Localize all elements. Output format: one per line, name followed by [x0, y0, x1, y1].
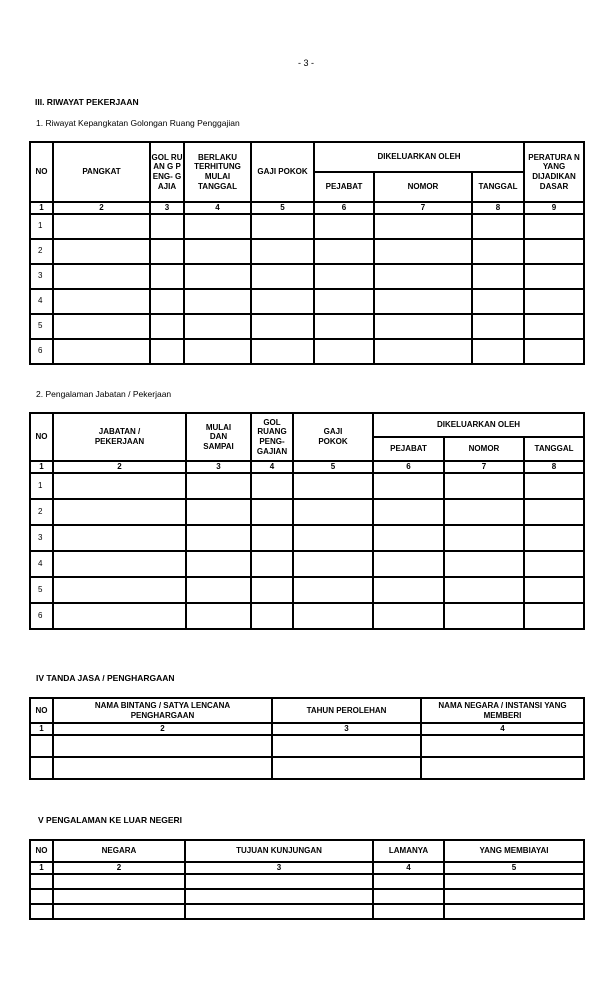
- col-num: 4: [184, 202, 251, 214]
- table-cell[interactable]: [53, 757, 272, 779]
- header-nama-bintang: NAMA BINTANG / SATYA LENCANA PENGHARGAAN: [53, 698, 272, 723]
- table-cell[interactable]: [293, 525, 373, 551]
- col-num: 3: [186, 461, 251, 473]
- table-cell[interactable]: [373, 904, 444, 919]
- row-number: 3: [30, 525, 53, 551]
- col-num: 4: [373, 862, 444, 874]
- table-cell[interactable]: [53, 473, 186, 499]
- col-num: 6: [373, 461, 444, 473]
- table-cell[interactable]: [374, 339, 472, 364]
- table-cell[interactable]: [444, 603, 524, 629]
- table-cell[interactable]: [524, 239, 584, 264]
- col-num: 7: [444, 461, 524, 473]
- table-cell[interactable]: [53, 289, 150, 314]
- table-cell[interactable]: [524, 525, 584, 551]
- row-number: 6: [30, 339, 53, 364]
- table-cell[interactable]: [524, 214, 584, 239]
- table-cell[interactable]: [251, 473, 293, 499]
- table-cell[interactable]: [472, 289, 524, 314]
- table-cell[interactable]: [53, 264, 150, 289]
- table-row: [30, 889, 584, 904]
- table-cell[interactable]: [251, 289, 314, 314]
- table-cell[interactable]: [293, 473, 373, 499]
- col-num: 9: [524, 202, 584, 214]
- table-cell[interactable]: [293, 499, 373, 525]
- table-cell[interactable]: [251, 499, 293, 525]
- row-number: 2: [30, 239, 53, 264]
- col-num: 6: [314, 202, 374, 214]
- table-row: [30, 314, 584, 339]
- awards-table: [29, 697, 585, 780]
- table-cell[interactable]: [251, 264, 314, 289]
- table-cell[interactable]: [373, 874, 444, 889]
- table-cell[interactable]: [150, 214, 184, 239]
- awards-body: [30, 735, 584, 779]
- header-pangkat: PANGKAT: [53, 142, 150, 202]
- table-cell[interactable]: [421, 757, 584, 779]
- table-row: [30, 499, 584, 525]
- col-num: 4: [251, 461, 293, 473]
- table-cell[interactable]: [184, 314, 251, 339]
- row-number: 4: [30, 551, 53, 577]
- header-negara: NEGARA: [53, 840, 185, 862]
- header-berlaku: BERLAKU TERHITUNG MULAI TANGGAL: [184, 142, 251, 202]
- row-number: [30, 735, 53, 757]
- header-peraturan: PERATURA N YANG DIJADIKAN DASAR: [524, 142, 584, 202]
- row-number: 3: [30, 264, 53, 289]
- table-cell[interactable]: [524, 577, 584, 603]
- table-cell[interactable]: [444, 874, 584, 889]
- table-cell[interactable]: [373, 889, 444, 904]
- table-cell[interactable]: [272, 757, 421, 779]
- table-cell[interactable]: [314, 289, 374, 314]
- table-cell[interactable]: [524, 314, 584, 339]
- rank-history-table: [29, 141, 585, 365]
- table-cell[interactable]: [444, 904, 584, 919]
- header-dikeluarkan: DIKELUARKAN OLEH: [314, 142, 524, 172]
- table-cell[interactable]: [524, 603, 584, 629]
- row-number: [30, 904, 53, 919]
- table-row: [30, 525, 584, 551]
- row-number: 5: [30, 577, 53, 603]
- header-jabatan: JABATAN / PEKERJAAN: [53, 413, 186, 461]
- table-cell[interactable]: [184, 339, 251, 364]
- table-cell[interactable]: [314, 239, 374, 264]
- table-cell[interactable]: [251, 525, 293, 551]
- table-cell[interactable]: [524, 289, 584, 314]
- table-cell[interactable]: [185, 904, 373, 919]
- table-cell[interactable]: [524, 551, 584, 577]
- subsection-2-title: 2. Pengalaman Jabatan / Pekerjaan: [36, 389, 172, 399]
- row-number: 1: [30, 473, 53, 499]
- header-gaji: GAJI POKOK: [293, 413, 373, 461]
- table-cell[interactable]: [184, 214, 251, 239]
- col-num: 8: [472, 202, 524, 214]
- table-cell[interactable]: [472, 339, 524, 364]
- header-mulai: MULAI DAN SAMPAI: [186, 413, 251, 461]
- table-cell[interactable]: [374, 214, 472, 239]
- header-negara: NAMA NEGARA / INSTANSI YANG MEMBERI: [421, 698, 584, 723]
- row-number: 5: [30, 314, 53, 339]
- table-cell[interactable]: [373, 577, 444, 603]
- col-num: 1: [30, 723, 53, 735]
- col-num: 2: [53, 461, 186, 473]
- table-cell[interactable]: [150, 264, 184, 289]
- header-nomor: NOMOR: [444, 437, 524, 461]
- row-number: [30, 874, 53, 889]
- table-cell[interactable]: [374, 264, 472, 289]
- col-num: 3: [272, 723, 421, 735]
- col-num: 3: [185, 862, 373, 874]
- table-row: [30, 289, 584, 314]
- table-cell[interactable]: [251, 314, 314, 339]
- table-cell[interactable]: [251, 577, 293, 603]
- col-num: 3: [150, 202, 184, 214]
- table-cell[interactable]: [53, 525, 186, 551]
- table-cell[interactable]: [53, 904, 185, 919]
- col-num: 5: [444, 862, 584, 874]
- header-pejabat: PEJABAT: [314, 172, 374, 202]
- table-cell[interactable]: [186, 525, 251, 551]
- table-cell[interactable]: [314, 264, 374, 289]
- table-cell[interactable]: [314, 339, 374, 364]
- table-cell[interactable]: [472, 314, 524, 339]
- table-cell[interactable]: [373, 525, 444, 551]
- table-cell[interactable]: [53, 314, 150, 339]
- table-cell[interactable]: [186, 473, 251, 499]
- header-tujuan: TUJUAN KUNJUNGAN: [185, 840, 373, 862]
- header-dikeluarkan: DIKELUARKAN OLEH: [373, 413, 584, 437]
- table-cell[interactable]: [150, 314, 184, 339]
- header-no: NO: [30, 142, 53, 202]
- overseas-table: [29, 839, 585, 920]
- col-num: 5: [251, 202, 314, 214]
- table-row: [30, 264, 584, 289]
- table-cell[interactable]: [444, 473, 524, 499]
- col-num: 1: [30, 202, 53, 214]
- table-cell[interactable]: [184, 239, 251, 264]
- table-cell[interactable]: [524, 339, 584, 364]
- header-tanggal: TANGGAL: [472, 172, 524, 202]
- overseas-body: [30, 874, 584, 919]
- table-cell[interactable]: [524, 499, 584, 525]
- header-gaji: GAJI POKOK: [251, 142, 314, 202]
- table-cell[interactable]: [251, 214, 314, 239]
- rank-history-body: [30, 214, 584, 364]
- table-cell[interactable]: [150, 289, 184, 314]
- table-cell[interactable]: [186, 577, 251, 603]
- table-cell[interactable]: [373, 473, 444, 499]
- table-cell[interactable]: [293, 577, 373, 603]
- table-cell[interactable]: [53, 889, 185, 904]
- col-num: 1: [30, 862, 53, 874]
- row-number: [30, 889, 53, 904]
- col-num: 1: [30, 461, 53, 473]
- header-pejabat: PEJABAT: [373, 437, 444, 461]
- table-cell[interactable]: [444, 525, 524, 551]
- table-cell[interactable]: [472, 264, 524, 289]
- table-cell[interactable]: [185, 889, 373, 904]
- row-number: 1: [30, 214, 53, 239]
- header-nomor: NOMOR: [374, 172, 472, 202]
- table-cell[interactable]: [444, 889, 584, 904]
- header-lamanya: LAMANYA: [373, 840, 444, 862]
- table-cell[interactable]: [53, 339, 150, 364]
- column-number-row: [30, 461, 584, 473]
- row-number: 4: [30, 289, 53, 314]
- table-cell[interactable]: [186, 551, 251, 577]
- table-cell[interactable]: [373, 551, 444, 577]
- table-cell[interactable]: [374, 314, 472, 339]
- table-row: [30, 551, 584, 577]
- table-cell[interactable]: [293, 603, 373, 629]
- col-num: 7: [374, 202, 472, 214]
- table-cell[interactable]: [444, 577, 524, 603]
- table-cell[interactable]: [53, 214, 150, 239]
- col-num: 2: [53, 202, 150, 214]
- table-row: [30, 603, 584, 629]
- header-no: NO: [30, 698, 53, 723]
- table-cell[interactable]: [251, 551, 293, 577]
- col-num: 2: [53, 723, 272, 735]
- table-cell[interactable]: [186, 499, 251, 525]
- row-number: 2: [30, 499, 53, 525]
- col-num: 2: [53, 862, 185, 874]
- page-number: - 3 -: [297, 58, 314, 68]
- column-number-row: [30, 202, 584, 214]
- column-number-row: [30, 723, 584, 735]
- table-row: [30, 735, 584, 757]
- table-cell[interactable]: [524, 264, 584, 289]
- col-num: 8: [524, 461, 584, 473]
- table-cell[interactable]: [53, 551, 186, 577]
- table-cell[interactable]: [373, 499, 444, 525]
- table-cell[interactable]: [444, 551, 524, 577]
- section-3-title: III. RIWAYAT PEKERJAAN: [35, 97, 139, 107]
- header-no: NO: [30, 840, 53, 862]
- table-cell[interactable]: [272, 735, 421, 757]
- row-number: 6: [30, 603, 53, 629]
- table-cell[interactable]: [53, 577, 186, 603]
- table-cell[interactable]: [374, 289, 472, 314]
- table-row: [30, 874, 584, 889]
- table-row: [30, 577, 584, 603]
- table-cell[interactable]: [150, 239, 184, 264]
- table-row: [30, 339, 584, 364]
- table-row: [30, 239, 584, 264]
- table-row: [30, 757, 584, 779]
- header-gol: GOL RUAN G PENG- GAJIA: [150, 142, 184, 202]
- table-row: [30, 473, 584, 499]
- table-cell[interactable]: [314, 314, 374, 339]
- table-cell[interactable]: [293, 551, 373, 577]
- table-cell[interactable]: [184, 264, 251, 289]
- table-row: [30, 904, 584, 919]
- table-cell[interactable]: [53, 603, 186, 629]
- section-5-title: V PENGALAMAN KE LUAR NEGERI: [38, 815, 183, 825]
- table-cell[interactable]: [314, 214, 374, 239]
- table-cell[interactable]: [524, 473, 584, 499]
- subsection-1-title: 1. Riwayat Kepangkatan Golongan Ruang Penggajian: [36, 118, 240, 128]
- col-num: 4: [421, 723, 584, 735]
- table-cell[interactable]: [472, 239, 524, 264]
- column-number-row: [30, 862, 584, 874]
- job-history-body: [30, 473, 584, 629]
- table-cell[interactable]: [150, 339, 184, 364]
- table-cell[interactable]: [251, 603, 293, 629]
- table-cell[interactable]: [472, 214, 524, 239]
- col-num: 5: [293, 461, 373, 473]
- header-membiayai: YANG MEMBIAYAI: [444, 840, 584, 862]
- table-cell[interactable]: [186, 603, 251, 629]
- table-cell[interactable]: [53, 735, 272, 757]
- row-number: [30, 757, 53, 779]
- header-tanggal: TANGGAL: [524, 437, 584, 461]
- section-4-title: IV TANDA JASA / PENGHARGAAN: [36, 673, 175, 683]
- header-no: NO: [30, 413, 53, 461]
- table-cell[interactable]: [374, 239, 472, 264]
- table-cell[interactable]: [421, 735, 584, 757]
- job-history-table: [29, 412, 585, 630]
- table-cell[interactable]: [185, 874, 373, 889]
- table-cell[interactable]: [251, 339, 314, 364]
- header-gol: GOL RUANG PENG- GAJIAN: [251, 413, 293, 461]
- table-cell[interactable]: [251, 239, 314, 264]
- header-tahun: TAHUN PEROLEHAN: [272, 698, 421, 723]
- table-cell[interactable]: [53, 499, 186, 525]
- table-cell[interactable]: [53, 239, 150, 264]
- table-cell[interactable]: [444, 499, 524, 525]
- table-cell[interactable]: [53, 874, 185, 889]
- table-cell[interactable]: [373, 603, 444, 629]
- table-cell[interactable]: [184, 289, 251, 314]
- table-row: [30, 214, 584, 239]
